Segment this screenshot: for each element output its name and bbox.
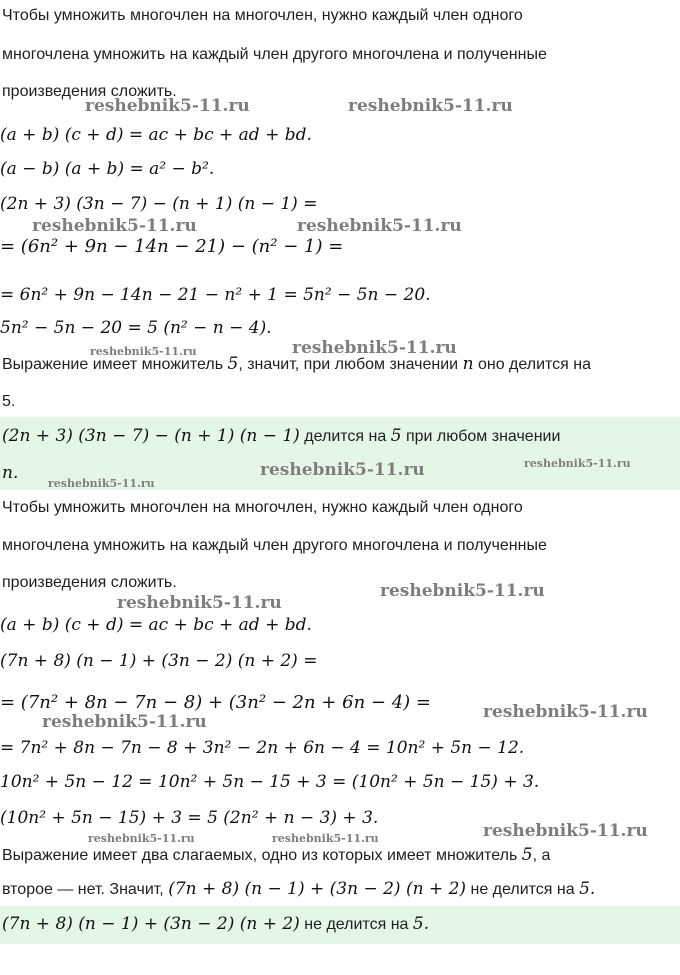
formula-rule: (a + b) (c + d) = ac + bc + ad + bd. [0, 125, 312, 145]
step2-2: = (7n² + 8n − 7n − 8) + (3n² − 2n + 6n − 4) = [0, 692, 431, 713]
conclusion-line-2: 5. [2, 393, 16, 410]
watermark: reshebnik5-11.ru [380, 581, 545, 601]
step-3: = 6n² + 9n − 14n − 21 − n² + 1 = 5n² − 5n − 20. [0, 285, 431, 305]
formula-square: (a − b) (a + b) = a² − b². [0, 159, 215, 179]
rule2-line-2: многочлена умножить на каждый член другого многочлена и полученные [2, 537, 547, 554]
conclusion-line-1: Выражение имеет множитель 5, значит, при любом значении n оно делится на [2, 354, 592, 374]
answer-2: (7n + 8) (n − 1) + (3n − 2) (n + 2) не делится на 5. [2, 914, 430, 934]
watermark: reshebnik5-11.ru [32, 216, 197, 236]
watermark: reshebnik5-11.ru [90, 345, 197, 358]
watermark: reshebnik5-11.ru [483, 821, 648, 841]
rule2-line-3: произведения сложить. [2, 574, 177, 591]
rule2-line-1: Чтобы умножить многочлен на многочлен, нужно каждый член одного [2, 499, 523, 516]
answer-1-line-1: (2n + 3) (3n − 7) − (n + 1) (n − 1) делится на 5 при любом значении [2, 426, 561, 446]
step-2: = (6n² + 9n − 14n − 21) − (n² − 1) = [0, 236, 344, 257]
conclusion2-line-1: Выражение имеет два слагаемых, одно из которых имеет множитель 5, а [2, 845, 551, 865]
rule-line-1: Чтобы умножить многочлен на многочлен, нужно каждый член одного [2, 7, 523, 24]
watermark: reshebnik5-11.ru [297, 216, 462, 236]
step2-1: (7n + 8) (n − 1) + (3n − 2) (n + 2) = [0, 651, 318, 671]
step-1: (2n + 3) (3n − 7) − (n + 1) (n − 1) = [0, 194, 318, 214]
step2-3: = 7n² + 8n − 7n − 8 + 3n² − 2n + 6n − 4 = 10n² + 5n − 12. [0, 738, 525, 758]
watermark: reshebnik5-11.ru [292, 338, 457, 358]
watermark: reshebnik5-11.ru [48, 477, 155, 490]
watermark: reshebnik5-11.ru [85, 96, 250, 116]
rule-line-2: многочлена умножить на каждый член другого многочлена и полученные [2, 46, 547, 63]
answer-1-line-2: n. [2, 463, 19, 483]
watermark: reshebnik5-11.ru [260, 460, 425, 480]
conclusion2-line-2: второе — нет. Значит, (7n + 8) (n − 1) + (3n − 2) (n + 2) не делится на 5. [2, 879, 596, 899]
rule-line-3: произведения сложить. [2, 83, 177, 100]
watermark: reshebnik5-11.ru [272, 832, 379, 845]
watermark: reshebnik5-11.ru [524, 457, 631, 470]
step2-5: (10n² + 5n − 15) + 3 = 5 (2n² + n − 3) + 3. [0, 808, 379, 828]
step2-4: 10n² + 5n − 12 = 10n² + 5n − 15 + 3 = (10n² + 5n − 15) + 3. [0, 772, 540, 792]
formula2-rule: (a + b) (c + d) = ac + bc + ad + bd. [0, 615, 312, 635]
watermark: reshebnik5-11.ru [348, 96, 513, 116]
watermark: reshebnik5-11.ru [42, 712, 207, 732]
watermark: reshebnik5-11.ru [483, 702, 648, 722]
step-4: 5n² − 5n − 20 = 5 (n² − n − 4). [0, 318, 272, 338]
watermark: reshebnik5-11.ru [117, 593, 282, 613]
watermark: reshebnik5-11.ru [88, 832, 195, 845]
